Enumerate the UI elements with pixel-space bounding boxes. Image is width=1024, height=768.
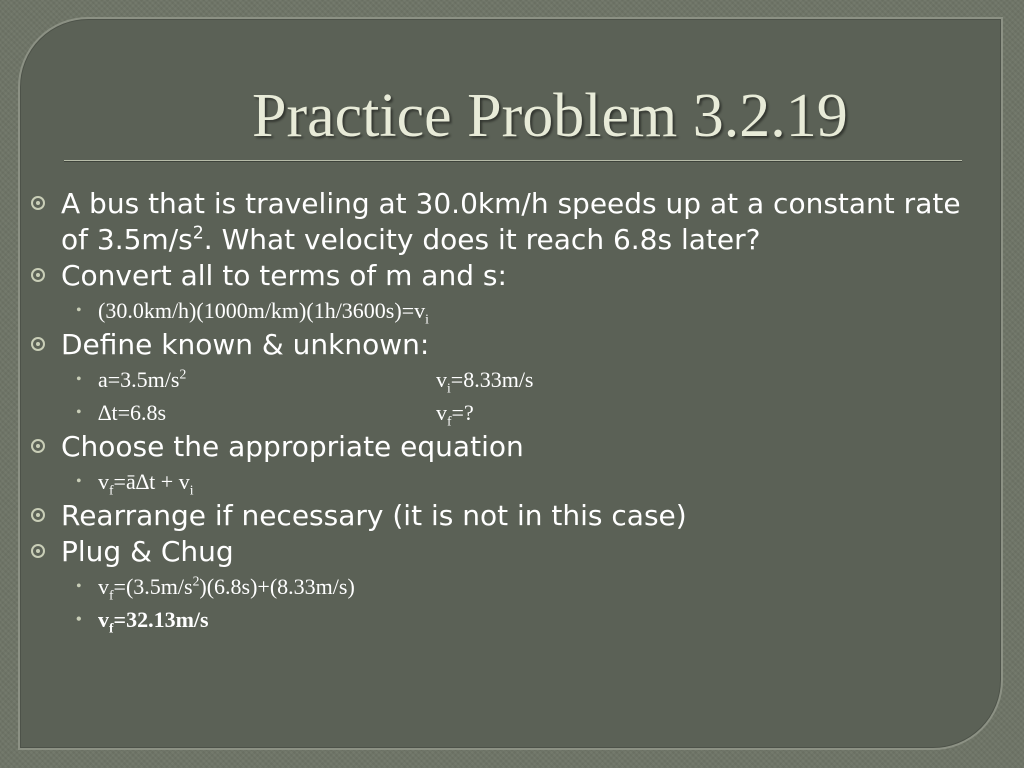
rearrange-heading: Rearrange if necessary (it is not in this case): [61, 499, 687, 532]
problem-sup: 2: [192, 223, 204, 244]
vf-sub: f: [447, 413, 452, 429]
vi-rest: =8.33m/s: [450, 367, 534, 392]
vf-base: v: [436, 400, 447, 425]
dot-bullet-icon: •: [76, 611, 82, 628]
bullet-convert: [30, 258, 980, 294]
bullet-choose: [30, 429, 980, 465]
slide-content: [30, 186, 980, 636]
vi-base: v: [436, 367, 447, 392]
dot-bullet-icon: •: [76, 473, 82, 490]
acceleration-sup: 2: [179, 366, 187, 382]
bullet-plug: [30, 534, 980, 570]
plug-heading: Plug & Chug: [61, 535, 234, 568]
problem-text-end: . What velocity does it reach 6.8s later?: [203, 223, 761, 256]
circle-bullet-icon: [31, 544, 45, 558]
answer-value: =32.13m/s: [113, 607, 209, 632]
convert-heading: Convert all to terms of m and s:: [61, 259, 507, 292]
initial-velocity: [436, 363, 534, 396]
answer-v: v: [98, 607, 109, 632]
convert-expr: (30.0km/h)(1000m/km)(1h/3600s)=v: [98, 298, 426, 323]
eq-sub-f: f: [109, 482, 114, 498]
eq-mid: =ā∆t + v: [113, 469, 190, 494]
title-divider: [64, 160, 962, 162]
final-velocity: [436, 396, 474, 429]
plug-sub: f: [109, 587, 114, 603]
circle-bullet-icon: [31, 268, 45, 282]
vi-sub: i: [447, 380, 451, 396]
plug-a: =(3.5m/s: [113, 574, 193, 599]
plug-b: )(6.8s)+(8.33m/s): [199, 574, 355, 599]
dot-bullet-icon: •: [76, 404, 82, 421]
sub-bullet-acceleration: [30, 363, 980, 396]
convert-expr-sub: i: [425, 311, 429, 327]
bullet-rearrange: [30, 498, 980, 534]
eq-sub-i: i: [189, 482, 194, 498]
circle-bullet-icon: [31, 337, 45, 351]
bullet-define: [30, 327, 980, 363]
answer-sub: f: [109, 620, 114, 636]
circle-bullet-icon: [31, 196, 45, 210]
eq-v: v: [98, 469, 109, 494]
dot-bullet-icon: •: [76, 578, 82, 595]
bullet-problem: [30, 186, 980, 258]
problem-text: A bus that is traveling at 30.0km/h speeds up at a constant rate of 3.5m/s: [61, 187, 961, 256]
choose-heading: Choose the appropriate equation: [61, 430, 524, 463]
dot-bullet-icon: •: [76, 371, 82, 388]
define-heading: Define known & unknown:: [61, 328, 430, 361]
circle-bullet-icon: [31, 439, 45, 453]
circle-bullet-icon: [31, 508, 45, 522]
time-value: ∆t=6.8s: [98, 400, 167, 425]
plug-v: v: [98, 574, 109, 599]
plug-sup: 2: [192, 573, 200, 589]
sub-bullet-equation: [30, 465, 980, 498]
sub-bullet-answer: [30, 603, 980, 636]
slide-title: Practice Problem 3.2.19: [252, 82, 848, 150]
dot-bullet-icon: •: [76, 302, 82, 319]
acceleration-value: a=3.5m/s: [98, 367, 180, 392]
sub-bullet-plug-expr: [30, 570, 980, 603]
vf-rest: =?: [451, 400, 474, 425]
sub-bullet-convert: [30, 294, 980, 327]
sub-bullet-time: [30, 396, 980, 429]
